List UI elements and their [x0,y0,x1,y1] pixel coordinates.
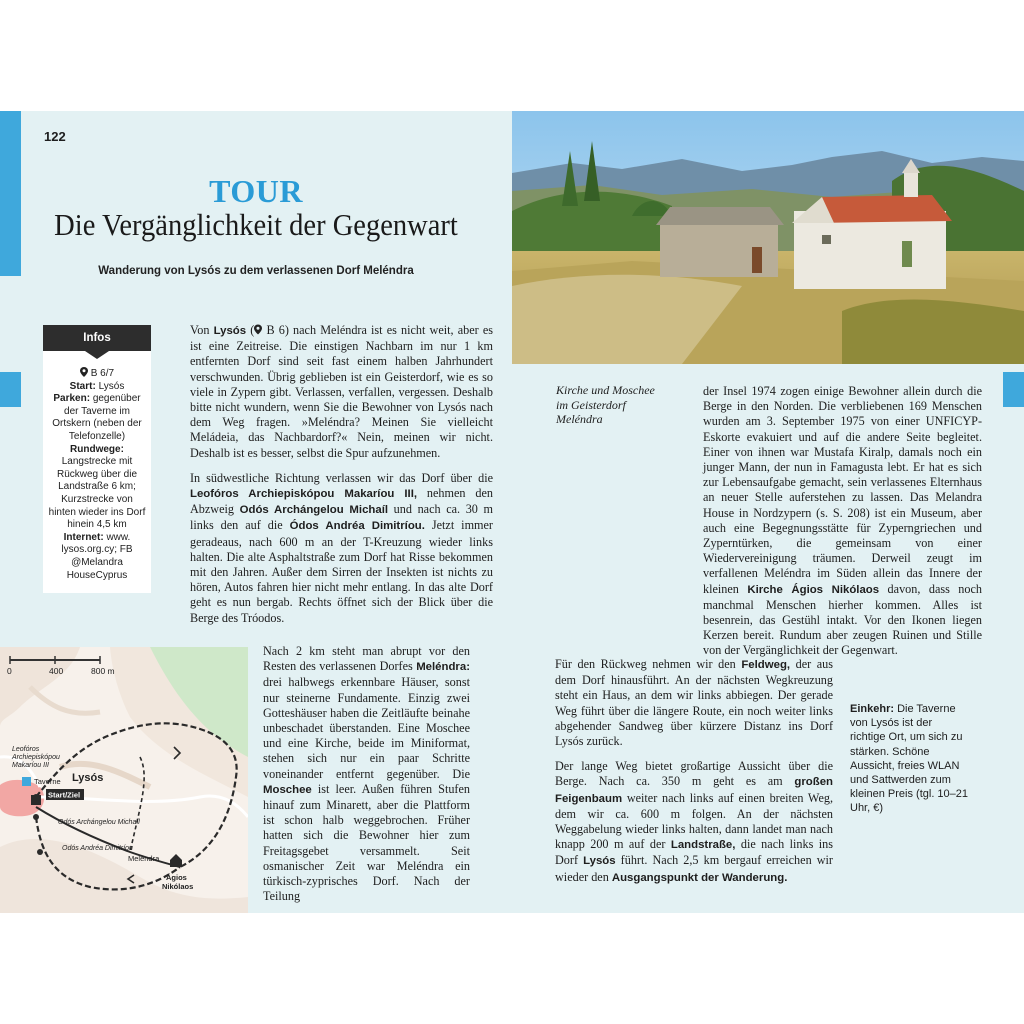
info-rundwege-label: Rundwege: [70,443,124,455]
chapter-tab-left [0,372,21,407]
book-spread [0,111,1024,913]
info-start-label: Start: [69,380,96,392]
paragraph-return [555,657,833,749]
paragraph-intro [190,323,493,461]
route-map [0,647,248,913]
map-pin-icon [80,367,88,377]
map-scale-800: 800 m [91,666,115,676]
info-rundwege-value: Langstrecke mit Rückweg über die Landstraße 6 km; Kurzstrecke von hinten wieder ins Dorf hinein 4,5 km [48,456,146,531]
bold-street: Odós Archángelou Michaíl [239,504,389,517]
body-column-3 [703,384,982,669]
info-box [43,325,151,593]
paragraph-route [190,471,493,626]
bold-street: Ódos Andréa Dimitríou. [289,520,425,533]
map-ref-text: B 6/7 [90,368,115,379]
paragraph-history [703,384,982,659]
text-run: ( [246,323,255,337]
info-parken [47,393,147,443]
bold-place: Feldweg, [741,659,791,671]
map-scale-0: 0 [7,666,12,676]
bold-place: Moschee [263,783,312,796]
sidenote-einkehr [850,702,970,816]
info-box-body [43,351,151,582]
bold-place: Kirche Ágios Nikólaos [747,583,880,596]
text-run: weiter nach links auf einen breiten Weg, dem wir ca. 600 m folgen. An der nächsten Weggabelung wieder links halten, dann landet man nach knapp 200 m auf der [555,790,833,852]
text-run: B 6) nach Meléndra ist es nicht weit, aber es ist eine Zeitreise. Die einstigen Nachbarn im nur 1 km entfernten Dorf sind seit fast einem halben Jahrhundert verschwunden. Übrig geblieben ist ein Geisterdorf, wie es so viele in Zypern gibt. Verlassen, verfallen, vergessen. Deshalb bitte nicht wundern, wenn Sie die Bewohner von Lysós nach dem Weg fragen. »Meléndra? Meinen Sie vielleicht Meládeia, das Nachbardorf?« Nein, meinen wir nicht. Deshalb ist es besser, selbst die Spur aufzunehmen. [190,323,493,460]
map-label-lysos: Lysós [72,772,104,784]
photo-illustration [512,111,1024,364]
info-internet [47,532,147,582]
text-run: nehmen den Abzweig [190,486,493,517]
text-run: und nach ca. 30 m links den auf die [190,502,493,533]
text-run: führt. Nach 2,5 km bergauf erreichen wir wieder den [555,853,833,884]
info-start [47,381,147,394]
text-run: der Insel 1974 zogen einige Bewohner allein durch die Berge in den Norden. Die verbliebenen 169 Menschen wurden am 3. September 1975 von einer UNFICYP-Eskorte evakuiert und auf die andere Seite begleitet. Einer von ihnen war Mustafa Kiralp, damals noch ein junger Mann, der nun in Famagusta lebt. Er hat es sich zur Lebensaufgabe gemacht, sein verlassenes Elternhaus an neuer Stelle auferstehen zu lassen. Das Melandra House in Nordzypern (s. S. 208) ist ein Museum, aber auch eine Begegnungsstätte für Zyperngriechen und Zyperntürken, die gemeinsam von einer Wiedervereinigung träumen. Derweil zeugt im verfallenen Meléndra im Süden allein das Innere der kleinen [703,384,982,596]
map-label-dimitriou: Odós Andréa Dimitríou [62,845,133,852]
tour-label: TOUR [209,173,303,209]
map-label-michail: Odós Archángelou Michaíl [58,819,140,826]
taverne-icon [22,777,31,786]
map-label-melandra: Meléndra [128,854,160,863]
map-label-leoforos: Makaríou III [12,762,49,769]
sidenote-text: Die Taverne von Lysós ist der richtige Ort, um sich zu stärken. Schöne Aussicht, freies WLAN und Sattwerden zum kleinen Preis (tgl. 10–21 Uhr, €) [850,703,969,815]
bold-place: Lysós [583,855,616,868]
chapter-tab-right [1003,372,1024,407]
bold-place: Lysós [213,325,247,337]
info-start-value: Lysós [98,380,125,392]
page-title: Die Vergänglichkeit der Gegenwart [54,207,458,242]
info-map-ref [47,367,147,381]
map-label-agios: Ágios [166,873,187,882]
body-column-1b [263,644,470,913]
bold-place: großen Feigenbaum [555,776,833,805]
body-column-4 [555,657,833,896]
info-internet-value: www. lysos.org.cy; FB @Melandra HouseCyprus [61,531,133,581]
info-parken-label: Parken: [53,393,91,405]
text-run: Der lange Weg bietet großartige Aussicht über die Berge. Nach ca. 350 m geht es am [555,759,833,789]
photo-caption: Kirche und Moschee im Geisterdorf Meléndra [556,383,655,426]
info-parken-value: gegenüber der Taverne im Ortskern (neben der Telefonzelle) [52,393,142,442]
paragraph-long-way [555,759,833,886]
text-run: drei halbwegs erkennbare Häuser, sonst nur steinerne Fundamente. Einzig zwei Gotteshäuser haben die Zeitläufte beinahe unbeschadet überstanden. Eine Moschee und eine Kirche, beide im Miniformat, stehen sich nur ein paar Schritte voneinander entfernt gegenüber. Die [263,675,470,781]
text-run: Jetzt immer geradeaus, nach 600 m an der T-Kreuzung wieder links halten. Die alte Asphaltstraße zum Dorf hat Risse bekommen mit den Jahren. Außer dem Sirren der Insekten ist nichts zu hören, Autos fahren hier nicht mehr entlang. In das alte Dorf geht es nun bergab. Rechts öffnet sich der Blick über die Berge des Tróodos. [190,518,493,625]
text-run: der aus dem Dorf hinausführt. An der nächsten Wegkreuzung steht ein Haus, an dem wir links abbiegen. Der gerade Weg führt über die längere Route, ein noch weiter links abgehender Sandweg über kürzere Distanz ins Dorf Lysós zurück. [555,657,834,749]
route-map-svg [0,647,248,913]
info-rundwege [47,444,147,532]
start-marker-icon [31,795,41,805]
map-label-leoforos: Leofóros [12,746,40,753]
map-scale-400: 400 [49,666,64,676]
bold-place: Meléndra: [416,661,470,674]
page-number: 122 [44,129,66,144]
bold-place: Ausgangspunkt der Wanderung. [611,871,788,884]
body-column-1 [190,323,493,636]
paragraph-melandra [263,644,470,904]
map-label-leoforos: Archiepiskópou [12,754,60,761]
page-subtitle: Wanderung von Lysós zu dem verlassenen Dorf Meléndra [98,265,414,277]
map-label-agios: Nikólaos [162,882,194,891]
bold-street: Leofóros Archiepiskópou Makaríou III, [190,488,418,501]
photo-church-mosque [512,111,1024,364]
sidenote-label: Einkehr: [850,703,895,715]
bold-place: Landstraße, [670,839,736,852]
text-run: Von [190,323,214,337]
map-label-taverne: Taverne [34,777,61,786]
text-run: Nach 2 km steht man abrupt vor den Resten des verlassenen Dorfes [263,644,470,674]
map-label-start: Start/Ziel [48,790,81,800]
text-run: davon, dass noch manchmal Menschen hierher kommen. Alles ist besenrein, das Gestühl intakt. Vor den Ikonen liegen Kerzen bereit. Rundum aber zeugen Ruinen und Stille von der Vergänglichkeit der Gegenwart. [703,581,983,658]
text-run: Für den Rückweg nehmen wir den [555,657,742,671]
text-run: In südwestliche Richtung verlassen wir das Dorf über die [190,470,493,485]
text-run: die nach links ins Dorf [555,837,833,868]
text-run: ist leer. Außen führen Stufen hinauf zum Minarett, aber die Plattform ist schon halb weggebrochen. Früher hatten sich die Bewohner hier zum Freitagsgebet versammelt. Seit osmanischer Zeit war Meléndra ein türkisch-zyprisches Dorf. Nach der Teilung [263,781,470,904]
info-box-heading: Infos [43,325,151,351]
info-internet-label: Internet: [63,531,104,543]
